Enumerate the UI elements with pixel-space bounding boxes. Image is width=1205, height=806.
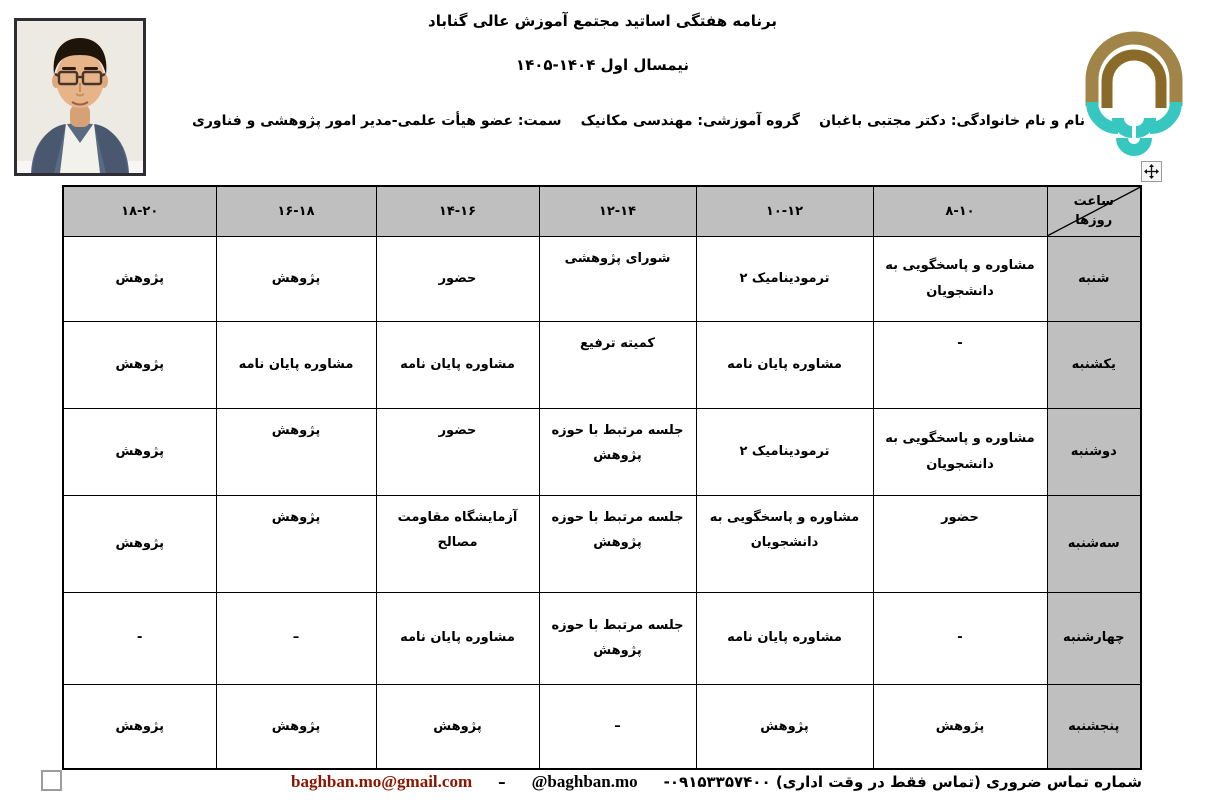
day-cell: دوشنبه xyxy=(1047,408,1141,495)
time-header-cell: ۱۰-۱۲ xyxy=(696,186,873,236)
schedule-cell: مشاوره و پاسخگویی به دانشجویان xyxy=(873,408,1047,495)
schedule-cell: - xyxy=(63,592,216,684)
portrait-illustration xyxy=(17,21,143,173)
schedule-cell: پژوهش xyxy=(696,684,873,769)
schedule-cell: شورای پژوهشی xyxy=(539,236,696,321)
schedule-cell: جلسه مرتبط با حوزه پژوهش xyxy=(539,408,696,495)
page-title: برنامه هفتگی اساتید مجتمع آموزش عالی گناباد xyxy=(428,12,777,30)
day-cell: یکشنبه xyxy=(1047,321,1141,408)
day-cell: چهارشنبه xyxy=(1047,592,1141,684)
table-row xyxy=(63,684,1141,769)
schedule-cell: مشاوره پایان نامه xyxy=(376,592,539,684)
instagram-handle: @baghban.mo xyxy=(531,772,638,791)
schedule-cell: پژوهش xyxy=(63,321,216,408)
schedule-cell: مشاوره پایان نامه xyxy=(216,321,376,408)
schedule-cell: - xyxy=(873,592,1047,684)
schedule-cell: پژوهش xyxy=(216,684,376,769)
schedule-cell: پژوهش xyxy=(873,684,1047,769)
day-cell: پنجشنبه xyxy=(1047,684,1141,769)
time-header-cell: ۸-۱۰ xyxy=(873,186,1047,236)
schedule-cell: مشاوره و پاسخگویی به دانشجویان xyxy=(873,236,1047,321)
schedule-cell: جلسه مرتبط با حوزه پژوهش xyxy=(539,592,696,684)
schedule-cell: مشاوره پایان نامه xyxy=(696,321,873,408)
schedule-cell: ترمودینامیک ۲ xyxy=(696,236,873,321)
schedule-cell: پژوهش xyxy=(63,495,216,592)
day-cell: شنبه xyxy=(1047,236,1141,321)
time-header-cell: ۱۸-۲۰ xyxy=(63,186,216,236)
footer-separator: – xyxy=(498,773,506,791)
schedule-cell: مشاوره پایان نامه xyxy=(696,592,873,684)
schedule-cell: مشاوره و پاسخگویی به دانشجویان xyxy=(696,495,873,592)
time-header-cell: ۱۴-۱۶ xyxy=(376,186,539,236)
schedule-cell: پژوهش xyxy=(216,408,376,495)
email-address: baghban.mo@gmail.com xyxy=(291,772,473,791)
faculty-department: گروه آموزشی: مهندسی مکانیک xyxy=(580,113,800,129)
table-row xyxy=(63,321,1141,408)
emergency-phone: شماره تماس ضروری (تماس فقط در وقت اداری) ۰۹۱۵۳۳۵۷۴۰۰- xyxy=(663,773,1142,791)
table-row xyxy=(63,495,1141,592)
schedule-cell: پژوهش xyxy=(63,684,216,769)
table-header-row xyxy=(63,186,1141,236)
schedule-cell: پژوهش xyxy=(216,495,376,592)
corner-hours-label: ساعت xyxy=(1073,194,1114,209)
semester-subtitle: نیمسال اول ۱۴۰۴-۱۴۰۵ xyxy=(515,56,690,74)
schedule-cell: حضور xyxy=(873,495,1047,592)
schedule-table xyxy=(62,185,1142,770)
professor-photo xyxy=(14,18,146,176)
anchor-square xyxy=(41,770,62,791)
move-icon xyxy=(1144,164,1159,179)
document-titles xyxy=(210,12,995,74)
schedule-cell: ترمودینامیک ۲ xyxy=(696,408,873,495)
faculty-name: نام و نام خانوادگی: دکتر مجتبی باغبان xyxy=(819,113,1085,129)
schedule-cell: آزمایشگاه مقاومت مصالح xyxy=(376,495,539,592)
schedule-cell: – xyxy=(216,592,376,684)
faculty-position: سمت: عضو هیأت علمی-مدیر امور پژوهشی و فناوری xyxy=(192,113,562,129)
contact-footer xyxy=(291,772,1142,792)
schedule-cell: - xyxy=(873,321,1047,408)
schedule-cell: پژوهش xyxy=(63,408,216,495)
schedule-cell: حضور xyxy=(376,408,539,495)
time-header-cell: ۱۶-۱۸ xyxy=(216,186,376,236)
schedule-cell: مشاوره پایان نامه xyxy=(376,321,539,408)
schedule-cell: کمیته ترفیع xyxy=(539,321,696,408)
corner-cell xyxy=(1047,186,1141,236)
schedule-cell: – xyxy=(539,684,696,769)
university-logo xyxy=(1072,26,1196,160)
day-cell: سه‌شنبه xyxy=(1047,495,1141,592)
object-move-handle[interactable] xyxy=(1141,161,1162,182)
table-row xyxy=(63,592,1141,684)
table-row xyxy=(63,236,1141,321)
weekly-schedule xyxy=(62,185,1142,770)
schedule-cell: پژوهش xyxy=(376,684,539,769)
schedule-cell: پژوهش xyxy=(63,236,216,321)
schedule-cell: پژوهش xyxy=(216,236,376,321)
faculty-info-row xyxy=(192,113,1085,129)
schedule-cell: جلسه مرتبط با حوزه پژوهش xyxy=(539,495,696,592)
corner-days-label: روزها xyxy=(1075,213,1113,229)
schedule-cell: حضور xyxy=(376,236,539,321)
table-row xyxy=(63,408,1141,495)
time-header-cell: ۱۲-۱۴ xyxy=(539,186,696,236)
